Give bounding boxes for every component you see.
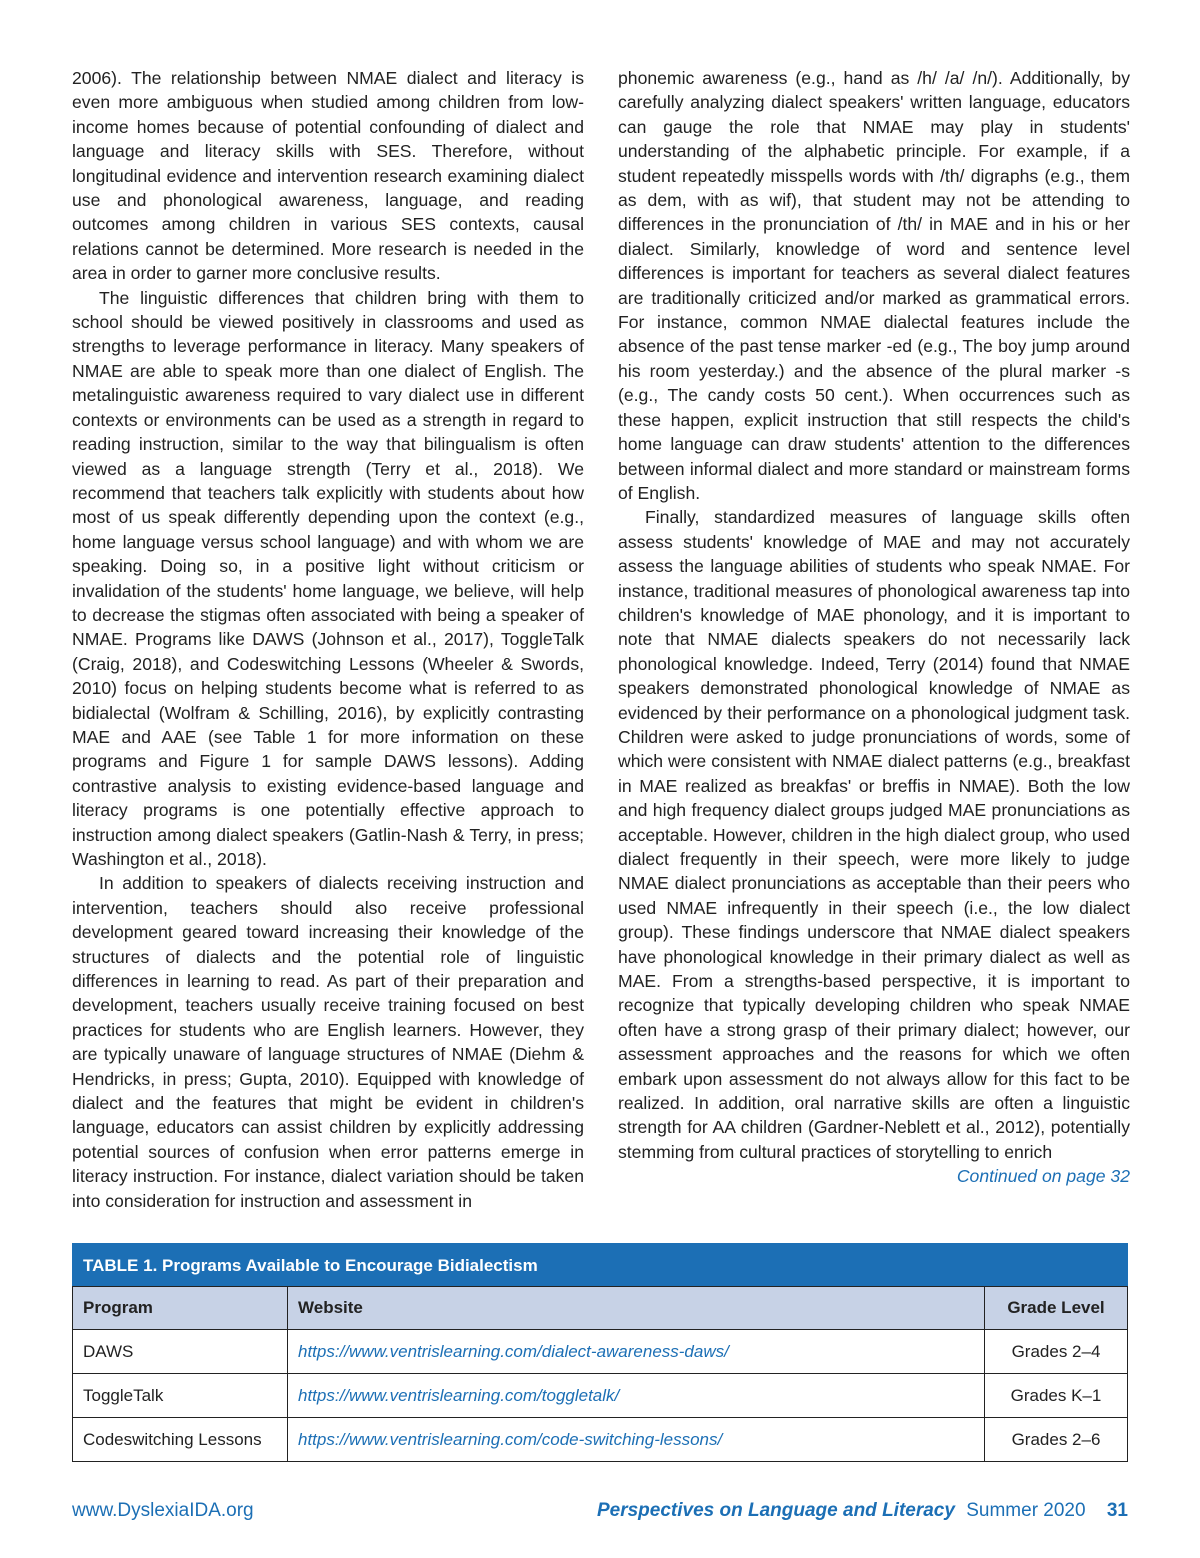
paragraph-3: In addition to speakers of dialects receiving instruction and intervention, teachers should also receive professional development geared toward increasing their knowledge of the structures of dialects and the potential role of linguistic differences in learning to read. As part of their preparation and development, teachers usually receive training focused on best practices for students who are English learners. However, they are typically unaware of language structures of NMAE (Diehm & Hendricks, in press; Gupta, 2010). Equipped with knowledge of dialect and the features that might be evident in children's language, educators can assist children by explicitly addressing potential sources of confusion when error patterns emerge in literacy instruction. For instance, dialect variation should be taken into consideration for instruction and assessment in: [72, 873, 584, 1211]
page-footer: [72, 1500, 1128, 1526]
paragraph-4: phonemic awareness (e.g., hand as /h/ /a/ /n/). Additionally, by carefully analyzing dialect speakers' written language, educators can gauge the role that NMAE may play in students' understanding of the alphabetic principle. For example, if a student repeatedly misspells words with /th/ digraphs (e.g., them as dem, with as wif), that student may not be attending to differences in the pronunciation of /th/ in MAE and in his or her dialect. Similarly, knowledge of word and sentence level differences is important for teachers as several dialect features are traditionally criticized and/or marked as grammatical errors. For instance, common NMAE dialectal features include the absence of the past tense marker -ed (e.g., The boy jump around his room yesterday.) and the absence of the plural marker -s (e.g., The candy costs 50 cent.). When occurrences such as these happen, explicit instruction that still respects the child's home language can draw students' attention to the differences between informal dialect and more standard or mainstream forms of English.: [618, 68, 1130, 503]
table-row: [73, 1374, 1128, 1418]
program-name: ToggleTalk: [73, 1374, 288, 1418]
table-header-row: [73, 1287, 1128, 1330]
table-row: [73, 1330, 1128, 1374]
footer-publication: [597, 1500, 1128, 1522]
continued-link[interactable]: Continued on page 32: [956, 1166, 1130, 1187]
paragraph-2: The linguistic differences that children bring with them to school should be viewed positively in classrooms and used as strengths to leverage performance in literacy. Many speakers of NMAE are able to speak more than one dialect of English. The metalinguistic awareness required to vary dialect use in different contexts or environments can be used as a strength in regard to reading instruction, similar to the way that bilingualism is often viewed as a language strength (Terry et al., 2018). We recommend that teachers talk explicitly with students about how most of us speak differently depending upon the context (e.g., home language versus school language) and with whom we are speaking. Doing so, in a positive light without criticism or invalidation of the students' home language, we believe, will help to decrease the stigmas often associated with being a speaker of NMAE. Programs like DAWS (Johnson et al., 2017), ToggleTalk (Craig, 2018), and Codeswitching Lessons (Wheeler & Swords, 2010) focus on helping students become what is referred to as bidialectal (Wolfram & Schilling, 2016), by explicitly contrasting MAE and AAE (see Table 1 for more information on these programs and Figure 1 for sample DAWS lessons). Adding contrastive analysis to existing evidence-based language and literacy programs is one potentially effective approach to instruction among dialect speakers (Gatlin-Nash & Terry, in press; Washington et al., 2018).: [72, 287, 584, 869]
footer-website-link[interactable]: www.DyslexiaIDA.org: [72, 1500, 254, 1521]
journal-title: Perspectives on Language and Literacy: [596, 1500, 955, 1521]
header-website: Website: [288, 1287, 985, 1330]
issue-label: Summer 2020: [966, 1500, 1086, 1521]
program-name: Codeswitching Lessons: [73, 1418, 288, 1462]
grade-level: Grades 2–6: [985, 1418, 1128, 1462]
paragraph-5: Finally, standardized measures of language skills often assess students' knowledge of MAE and may not accurately assess the language abilities of students who speak NMAE. For instance, traditional measures of phonological awareness tap into children's knowledge of MAE phonology, and it is important to note that NMAE dialects speakers do not necessarily lack phonological knowledge. Indeed, Terry (2014) found that NMAE speakers demonstrated phonological knowledge of NMAE as evidenced by their performance on a phonological judgment task. Children were asked to judge pronunciations of words, some of which were consistent with NMAE dialect patterns (e.g., breakfast in MAE realized as breakfas' or breffis in NMAE). Both the low and high frequency dialect groups judged MAE pronunciations as acceptable. However, children in the high dialect group, who used dialect frequently in their speech, were more likely to judge NMAE dialect pronunciations as acceptable than their peers who used NMAE infrequently in their speech (i.e., the low dialect group). These findings underscore that NMAE dialect speakers have phonological knowledge in their primary dialect as well as MAE. From a strengths-based perspective, it is important to recognize that typically developing children who speak NMAE often have a strong grasp of their primary dialect; however, our assessment approaches and the reasons for which we often embark upon assessment do not always allow for this fact to be realized. In addition, oral narrative skills are often a linguistic strength for AA children (Gardner-Neblett et al., 2012), potentially stemming from cultural practices of storytelling to enrich: [618, 507, 1130, 1162]
table-row: [73, 1418, 1128, 1462]
paragraph-1: 2006). The relationship between NMAE dialect and literacy is even more ambiguous when studied among children from low-income homes because of potential confounding of dialect and language and literacy skills with SES. Therefore, without longitudinal evidence and intervention research examining dialect use and phonological awareness, language, and reading outcomes among children in various SES contexts, causal relations cannot be determined. More research is needed in the area in order to garner more conclusive results.: [72, 68, 584, 284]
table-caption: TABLE 1. Programs Available to Encourage Bidialectism: [72, 1243, 1128, 1286]
programs-table: [72, 1243, 1128, 1462]
program-name: DAWS: [73, 1330, 288, 1374]
program-website-link[interactable]: https://www.ventrislearning.com/dialect-awareness-daws/: [298, 1341, 729, 1361]
program-website-link[interactable]: https://www.ventrislearning.com/code-switching-lessons/: [298, 1429, 723, 1449]
header-grade-level: Grade Level: [985, 1287, 1128, 1330]
grade-level: Grades K–1: [985, 1374, 1128, 1418]
right-column: [618, 66, 1130, 1189]
grade-level: Grades 2–4: [985, 1330, 1128, 1374]
header-program: Program: [73, 1287, 288, 1330]
left-column: [72, 66, 584, 1213]
program-website-link[interactable]: https://www.ventrislearning.com/toggletalk/: [298, 1385, 620, 1405]
page-number: 31: [1106, 1500, 1128, 1521]
